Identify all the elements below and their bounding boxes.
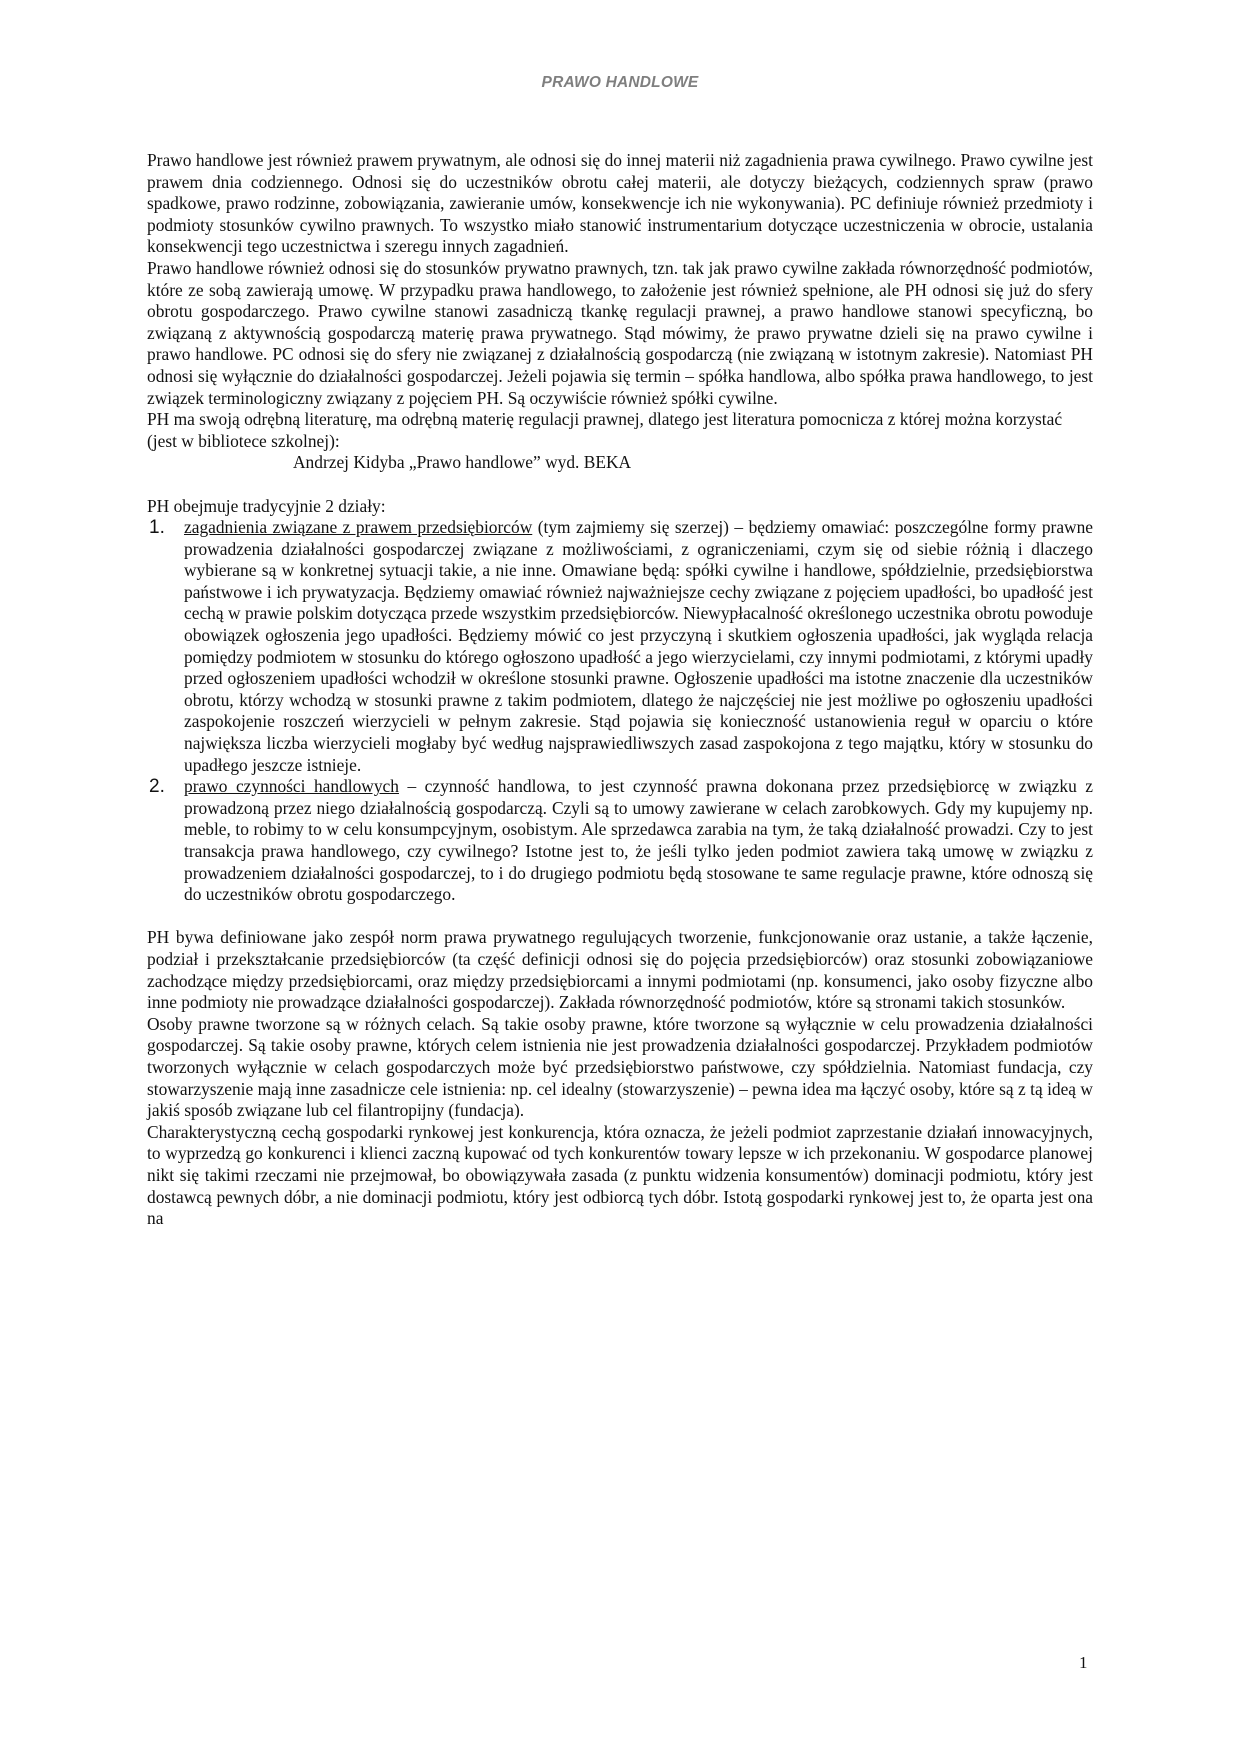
list-item-title: zagadnienia związane z prawem przedsiębiorców [184,517,533,538]
list-number: 2. [149,776,165,798]
literature-reference: Andrzej Kidyba „Prawo handlowe” wyd. BEKA [293,452,632,473]
paragraph-legal-persons: Osoby prawne tworzone są w różnych celach. Są takie osoby prawne, które tworzone są wyłącznie w celu prowadzenia działalności gospodarczej. Są takie osoby prawne, których celem istnienia nie jest prowadzenia działalności gospodarczej. Przykładem podmiotów tworzonych wyłącznie w celach gospodarczych może być przedsiębiorstwo państwowe, czy spółdzielnia. Natomiast fundacja, czy stowarzyszenie mają inne zasadnicze cele istnienia: np. cel idealny (stowarzyszenie) – pewna idea ma łączyć osoby, które są z tą ideą w jakiś sposób związane lub cel filantropijny (fundacja). [147,1013,1093,1121]
sections-list [147,517,1093,906]
list-item [147,517,1093,776]
document-body [147,150,1093,1230]
list-item [147,776,1093,906]
paragraph-definition: PH bywa definiowane jako zespół norm prawa prywatnego regulujących tworzenie, funkcjonowanie oraz ustanie, a także łączenie, podział i przekształcanie przedsiębiorców (ta część definicji odnosi się do pojęcia przedsiębiorców) oraz stosunki zobowiązaniowe zachodzące między przedsiębiorcami, oraz między przedsiębiorcami a innymi podmiotami (np. konsumenci, jako osoby fizyczne albo inne podmioty nie prowadzące działalności gospodarczej). Zakłada równorzędność podmiotów, które są stronami takich stosunków. [147,927,1093,1013]
list-number: 1. [149,517,165,539]
spacer [147,474,1093,496]
list-item-text: – czynność handlowa, to jest czynność prawna dokonana przez przedsiębiorcę w związku z prowadzoną przez niego działalnością gospodarczą. Czyli są to umowy zawierane w celach zarobkowych. Gdy my kupujemy np. meble, to robimy to w celu konsumpcyjnym, osobistym. Ale sprzedawca zarabia na tym, że taką działalność prowadzi. Czy to jest transakcja prawa handlowego, czy cywilnego? Istotne jest to, że jeśli tylko jeden podmiot zawiera taką umowę w związku z prowadzeniem działalności gospodarczej, to i do drugiego podmiotu będą stosowane te same regulacje prawne, które odnoszą się do uczestników obrotu gospodarczego. [184,776,1093,905]
page-number: 1 [1079,1653,1088,1672]
paragraph-commercial-law: Prawo handlowe również odnosi się do stosunków prywatno prawnych, tzn. tak jak prawo cywilne zakłada równorzędność podmiotów, które ze sobą zawierają umowę. W przypadku prawa handlowego, to założenie jest również spełnione, ale PH odnosi się już do sfery obrotu gospodarczego. Prawo cywilne stanowi zasadniczą tkankę regulacji prawnej, a prawo handlowe stanowi specyficzną, bo związaną z aktywnością gospodarczą materię prawa prywatnego. Stąd mówimy, że prawo prywatne dzieli się na prawo cywilne i prawo handlowe. PC odnosi się do sfery nie związanej z działalnością gospodarczą (nie związaną w istotnym zakresie). Natomiast PH odnosi się wyłącznie do działalności gospodarczej. Jeżeli pojawia się termin – spółka handlowa, albo spółka prawa handlowego, to jest związek terminologiczny związany z pojęciem PH. Są oczywiście również spółki cywilne. [147,257,1093,408]
spacer [147,906,1093,928]
list-item-text: (tym zajmiemy się szerzej) – będziemy omawiać: poszczególne formy prawne prowadzenia działalności gospodarczej związane z możliwościami, z ograniczeniami, czym się od siebie różnią i dlaczego wybierane są w konkretnej sytuacji takie, a nie inne. Omawiane będą: spółki cywilne i handlowe, spółdzielnie, przedsiębiorstwa państwowe i ich prywatyzacja. Będziemy omawiać również najważniejsze cechy związane z pojęciem upadłości, bo upadłość jest cechą w prawie polskim dotycząca przede wszystkim przedsiębiorców. Niewypłacalność określonego uczestnika obrotu powoduje obowiązek ogłoszenia jego upadłości. Będziemy mówić co jest przyczyną i skutkiem ogłoszenia upadłości, jak wygląda relacja pomiędzy podmiotem w stosunku do którego ogłoszono upadłość a jego wierzycielami, czy innymi podmiotami, z którymi upadły przed ogłoszeniem upadłości wchodził w określone stosunki prawne. Ogłoszenie upadłości ma istotne znaczenie dla uczestników obrotu, którzy wchodzą w stosunki prawne z takim podmiotem, dlatego że najczęściej nie jest możliwe po ogłoszeniu upadłości zaspokojenie roszczeń wierzycieli w pełnym zakresie. Stąd pojawia się konieczność ustanowienia reguł w oparciu o które największa liczba wierzycieli mogłaby być według najsprawiedliwszych zasad zaspokojona z tego majątku, który w stosunku do upadłego jeszcze istnieje. [184,517,1094,775]
paragraph-sections-intro: PH obejmuje tradycyjnie 2 działy: [147,495,386,516]
list-item-title: prawo czynności handlowych [184,776,399,797]
paragraph-market-economy: Charakterystyczną cechą gospodarki rynkowej jest konkurencja, która oznacza, że jeżeli podmiot zaprzestanie działań innowacyjnych, to wyprzedzą go konkurenci i klienci zaczną kupować od tych konkurentów towary lepsze w ich przekonaniu. W gospodarce planowej nikt się takimi rzeczami nie przejmował, bo obowiązywała zasada (z punktu widzenia konsumentów) dominacji podmiotu, który jest dostawcą pewnych dóbr, a nie dominacji podmiotu, który jest odbiorcą tych dóbr. Istotą gospodarki rynkowej jest to, że oparta jest ona na [147,1121,1093,1229]
paragraph-intro: Prawo handlowe jest również prawem prywatnym, ale odnosi się do innej materii niż zagadnienia prawa cywilnego. Prawo cywilne jest prawem dnia codziennego. Odnosi się do uczestników obrotu całej materii, ale dotyczy bieżących, codziennych spraw (prawo spadkowe, prawo rodzinne, zobowiązania, zawieranie umów, konsekwencje ich nie wykonywania). PC definiuje również przedmioty i podmioty stosunków cywilno prawnych. To wszystko miało stanowić instrumentarium dotyczące uczestniczenia w obrocie, ustalania konsekwencji tego uczestnictwa i szeregu innych zagadnień. [147,150,1093,257]
page-header: PRAWO HANDLOWE [541,74,699,91]
paragraph-literature: PH ma swoją odrębną literaturę, ma odrębną materię regulacji prawnej, dlatego jest literatura pomocnicza z której można korzystać (jest w bibliotece szkolnej): [147,409,1063,451]
